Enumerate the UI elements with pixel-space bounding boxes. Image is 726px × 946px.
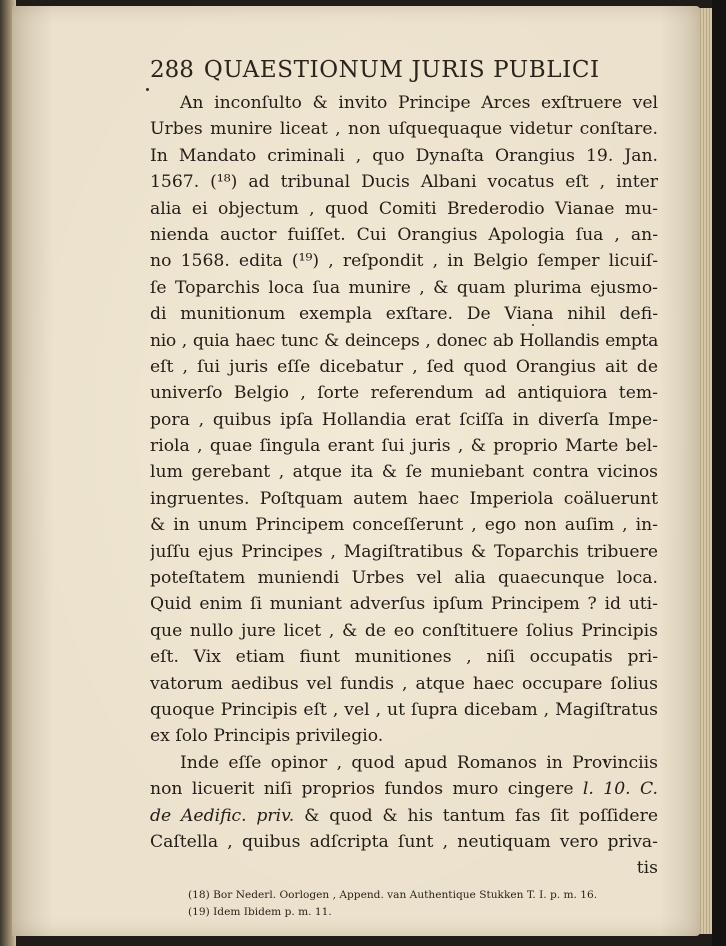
body-text (150, 90, 658, 879)
page-number: 288 (150, 57, 194, 83)
text-line: que nullo jure licet , & de eo conſtituere ſolius Principis (150, 620, 658, 641)
legal-citation: l. 10. C. (582, 779, 658, 800)
page-content (150, 50, 658, 921)
text-line: eſt , ſui juris eſſe dicebatur , ſed quod Orangius ait de (150, 356, 658, 377)
text-line (150, 776, 658, 802)
text-line: nio , quia haec tunc & deinceps , donec ab Hollandis empta (150, 330, 658, 351)
text-run: non licuerit niſi proprios fundos muro cingere (150, 779, 574, 800)
text-line: ex ſolo Principis privilegio. (150, 726, 384, 747)
text-line: no 1568. edita (¹⁹) , reſpondit , in Belgio ſemper licuiſ- (150, 251, 658, 272)
text-line: eſt. Vix etiam fiunt munitiones , niſi occupatis pri- (150, 647, 658, 668)
text-line: Caſtella , quibus adſcripta ſunt , neutiquam vero priva- (150, 831, 658, 852)
running-head (150, 50, 658, 90)
text-line: quoque Principis eſt , vel , ut ſupra dicebam , Magiſtratus (150, 699, 658, 720)
text-line: pora , quibus ipſa Hollandia erat ſciſſa in diverſa Impe- (150, 409, 658, 430)
text-line: Inde eſſe opinor , quod apud Romanos in Provinciis (180, 752, 658, 773)
text-line: alia ei objectum , quod Comiti Brederodio Vianae mu- (150, 198, 658, 219)
footnote: (19) Idem Ibidem p. m. 11. (188, 906, 332, 919)
footnote: (18) Bor Nederl. Oorlogen , Append. van Authentique Stukken T. I. p. m. 16. (188, 889, 598, 902)
text-line: juſſu ejus Principes , Magiſtratibus & Toparchis tribuere (150, 541, 658, 562)
text-line: Urbes munire liceat , non uſquequaque videtur conſtare. (150, 119, 658, 140)
text-line: In Mandato criminali , quo Dynaſta Orangius 19. Jan. (150, 145, 658, 166)
text-run: & quod & his tantum fas ſit poſſidere (304, 805, 658, 826)
text-line: di munitionum exempla exſtare. De Viana nihil defi- (150, 304, 658, 325)
text-line: ſe Toparchis loca ſua munire , & quam plurima ejusmo- (150, 277, 658, 298)
catchword: tis (636, 858, 658, 879)
text-line: vatorum aedibus vel fundis , atque haec occupare ſolius (150, 673, 658, 694)
footnotes (150, 887, 658, 921)
ink-speck (146, 88, 149, 91)
running-head-title: QUAESTIONUM JURIS PUBLICI (203, 57, 600, 83)
text-line: & in unum Principem conceſſerunt , ego non auſim , in- (150, 515, 658, 536)
text-line: An inconſulto & invito Principe Arces exſtruere vel (180, 93, 658, 113)
text-line (150, 803, 658, 829)
scanner-margin (712, 0, 726, 946)
text-line: univerſo Belgio , ſorte referendum ad antiquiora tem- (150, 383, 658, 404)
text-line: lum gerebant , atque ita & ſe muniebant contra vicinos (150, 462, 658, 483)
text-line: Quid enim ſi muniant adverſus ipſum Principem ? id uti- (150, 594, 658, 615)
text-line: poteſtatem muniendi Urbes vel alia quaecunque loca. (150, 568, 658, 589)
page-edge-stack (698, 8, 712, 934)
legal-citation: de Aedific. priv. (150, 805, 295, 826)
text-line: riola , quae ſingula erant ſui juris , & proprio Marte bel- (150, 436, 658, 457)
text-line: 1567. (¹⁸) ad tribunal Ducis Albani vocatus eſt , inter (150, 172, 658, 193)
text-line: nienda auctor fuiſſet. Cui Orangius Apologia ſua , an- (150, 224, 658, 245)
text-line: ingruentes. Poſtquam autem haec Imperiola coäluerunt (150, 488, 658, 509)
